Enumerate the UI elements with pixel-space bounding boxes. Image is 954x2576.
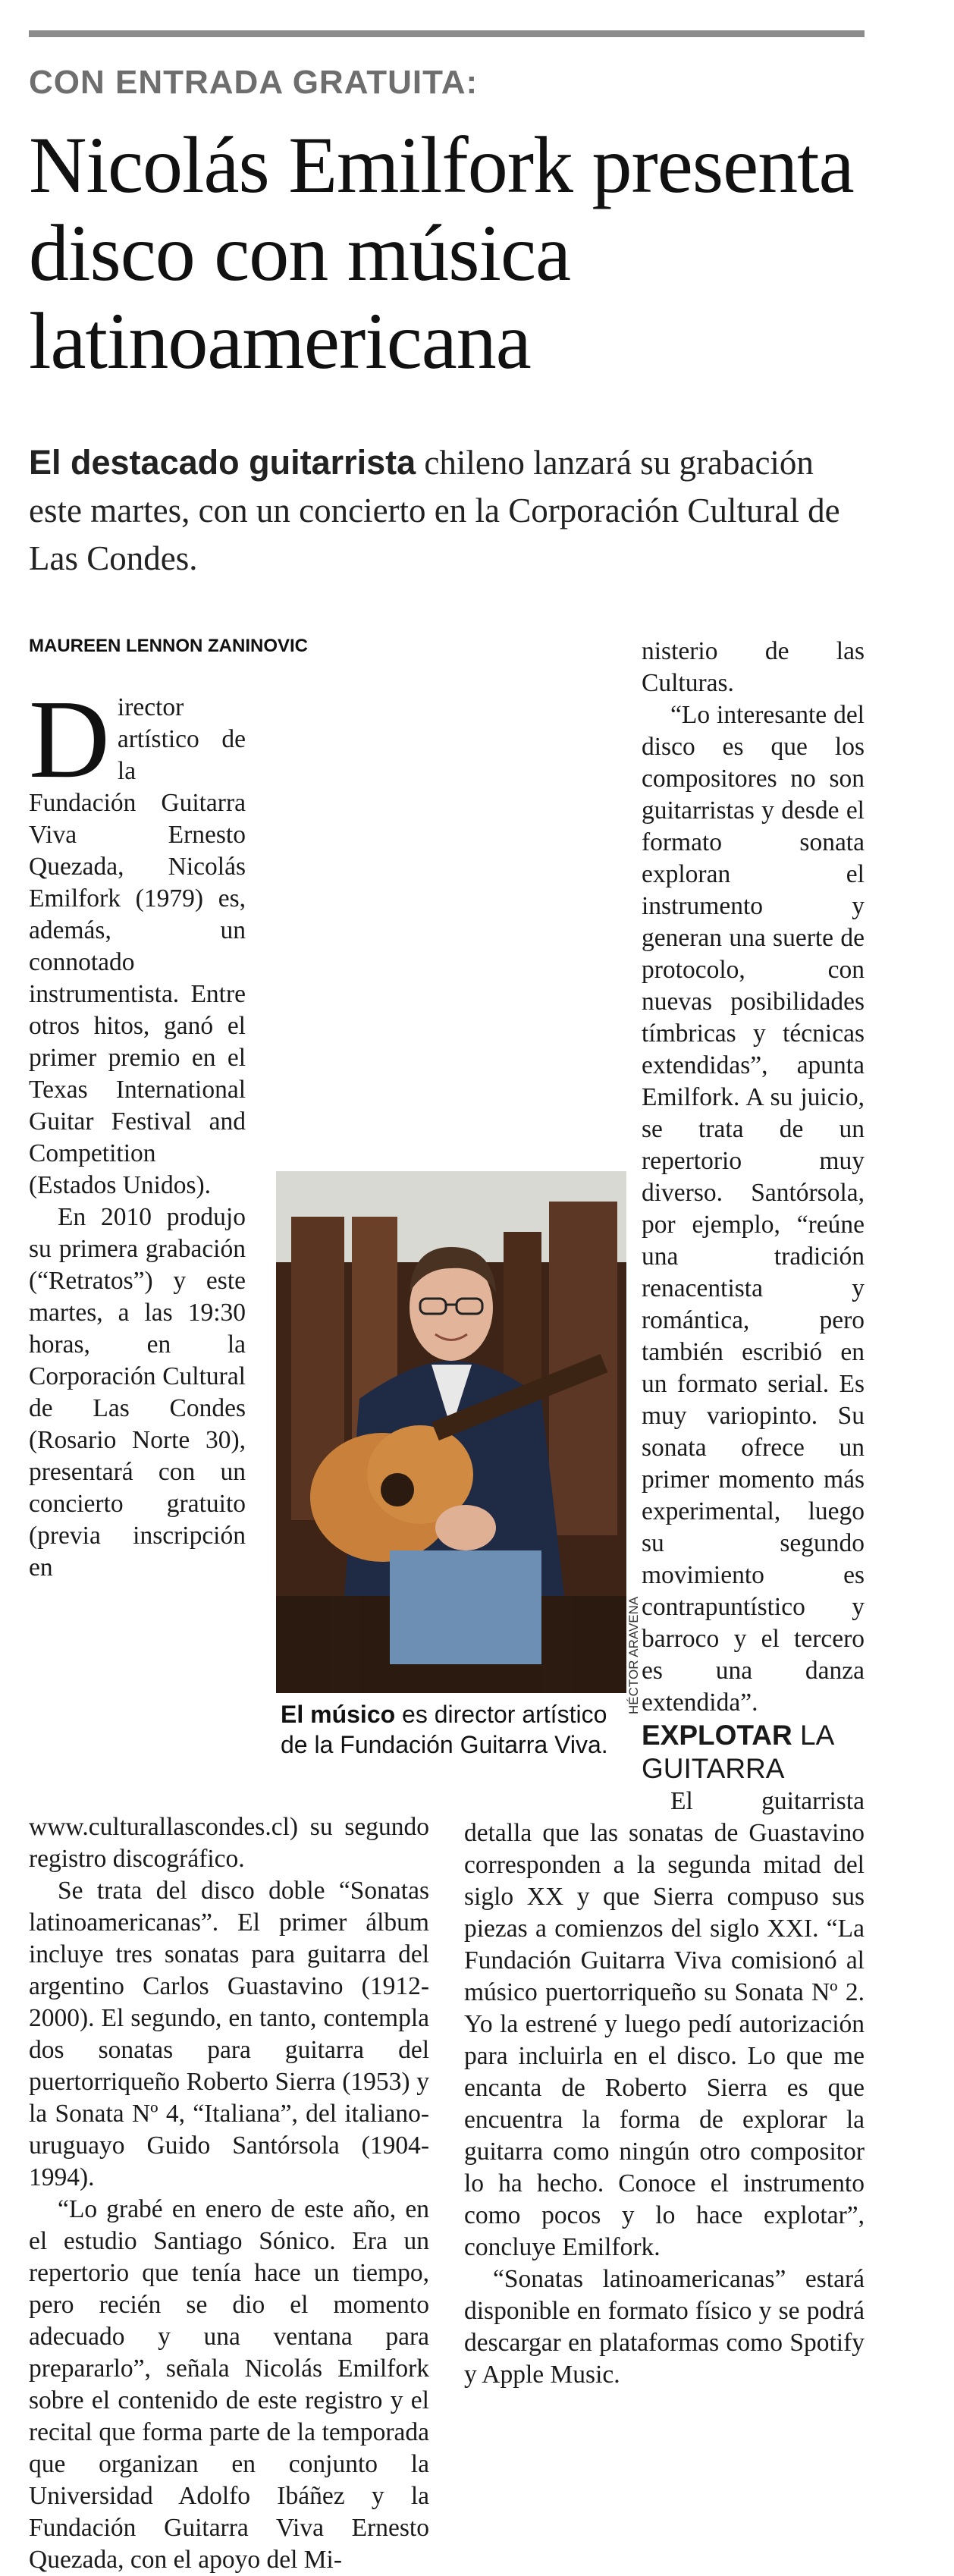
paragraph-text: En 2010 produjo su primera grabación (“Retratos”) y este martes, a las 19:30 horas, en la Corporación Cultural de Las Condes (Rosario Norte 30), presentará con un concierto gratuito (previa inscripción en www.culturallascondes.cl) su segundo registro discográfico. xyxy=(29,1203,429,1873)
drop-cap: D xyxy=(29,677,110,802)
paragraph: El guitarrista detalla que las sonatas de Guastavino corresponden a la segunda mitad del siglo XX y que Sierra compuso sus piezas a comienzos del siglo XXI. “La Fundación Guitarra Viva comisionó al músico puertorriqueño su Sonata Nº 2. Yo la estrené y luego pedí autorización para incluirla en el disco. Lo que me encanta de Roberto Sierra es que encuentra la forma de explorar la guitarra como ningún otro compositor lo ha hecho. Conoce el instrumento como pocos y lo hace explotar”, concluye Emilfork. xyxy=(464,1787,865,2261)
paragraph: “Lo interesante del disco es que los compositores no son guitarristas y desde el formato sonata exploran el instrumento y generan una suerte de protocolo, con nuevas posibilidades tímbricas y técnicas extendidas”, apunta Emilfork. A su juicio, se trata de un repertorio muy diverso. Santórsola, por ejemplo, “reúne una tradición renacentista y romántica, pero también escribió en un formato serial. Es muy variopinto. Su sonata ofrece un primer momento más experimental, luego su segundo movimiento es contrapuntístico y barroco y el tercero es una danza extendida”. xyxy=(642,701,865,1717)
caption-rest: es director artístico de la Fundación Guitarra Viva. xyxy=(281,1701,608,1758)
deck xyxy=(29,438,863,583)
kicker: CON ENTRADA GRATUITA: xyxy=(29,64,479,101)
photo-credit: HÉCTOR ARAVENA xyxy=(626,1596,641,1714)
paragraph: nisterio de las Culturas. xyxy=(642,637,865,697)
subheading-rest: LA GUITARRA xyxy=(642,1720,833,1784)
photo-caption xyxy=(281,1699,623,1760)
top-rule xyxy=(29,30,865,37)
deck-rest: chileno lanzará su grabación este martes, con un concierto en la Corporación Cultural de Las Condes. xyxy=(29,444,840,577)
byline: MAUREEN LENNON ZANINOVIC xyxy=(29,636,309,656)
paragraph: “Sonatas latinoamericanas” estará disponible en formato físico y se podrá descargar en plataformas como Spotify y Apple Music. xyxy=(464,2265,865,2389)
paragraph: “Lo grabé en enero de este año, en el estudio Santiago Sónico. Era un repertorio que tenía hace un tiempo, pero recién se dio el momento adecuado y una ventana para prepararlo”, señala Nicolás Emilfork sobre el contenido de este registro y el recital que forma parte de la temporada que organizan en conjunto la Universidad Adolfo Ibáñez y la Fundación Guitarra Viva Ernesto Quezada, con el apoyo del Mi- xyxy=(29,2195,429,2574)
deck-lead: El destacado guitarrista xyxy=(29,443,416,482)
subheading-bold: EXPLOTAR xyxy=(642,1720,792,1751)
musician-photo xyxy=(276,1171,626,1693)
musician-illustration xyxy=(276,1171,626,1693)
photo-figure xyxy=(276,1171,626,1813)
paragraph: irector artístico de la Fundación Guitarra Viva Ernesto Quezada, Nicolás Emilfork (1979) es, además, un connotado instrumentista. Entre otros hitos, ganó el primer premio en el Texas International Guitar Festival and Competition (Estados Unidos). xyxy=(29,693,246,1199)
paragraph: Se trata del disco doble “Sonatas latinoamericanas”. El primer álbum incluye tres sonatas para guitarra del argentino Carlos Guastavino (1912-2000). El segundo, en tanto, contempla dos sonatas para guitarra del puertorriqueño Roberto Sierra (1953) y la Sonata Nº 4, “Italiana”, del italiano-uruguayo Guido Santórsola (1904-1994). xyxy=(29,1877,429,2191)
headline: Nicolás Emilfork presenta disco con música latinoamericana xyxy=(29,121,854,385)
caption-bold: El músico xyxy=(281,1701,396,1728)
